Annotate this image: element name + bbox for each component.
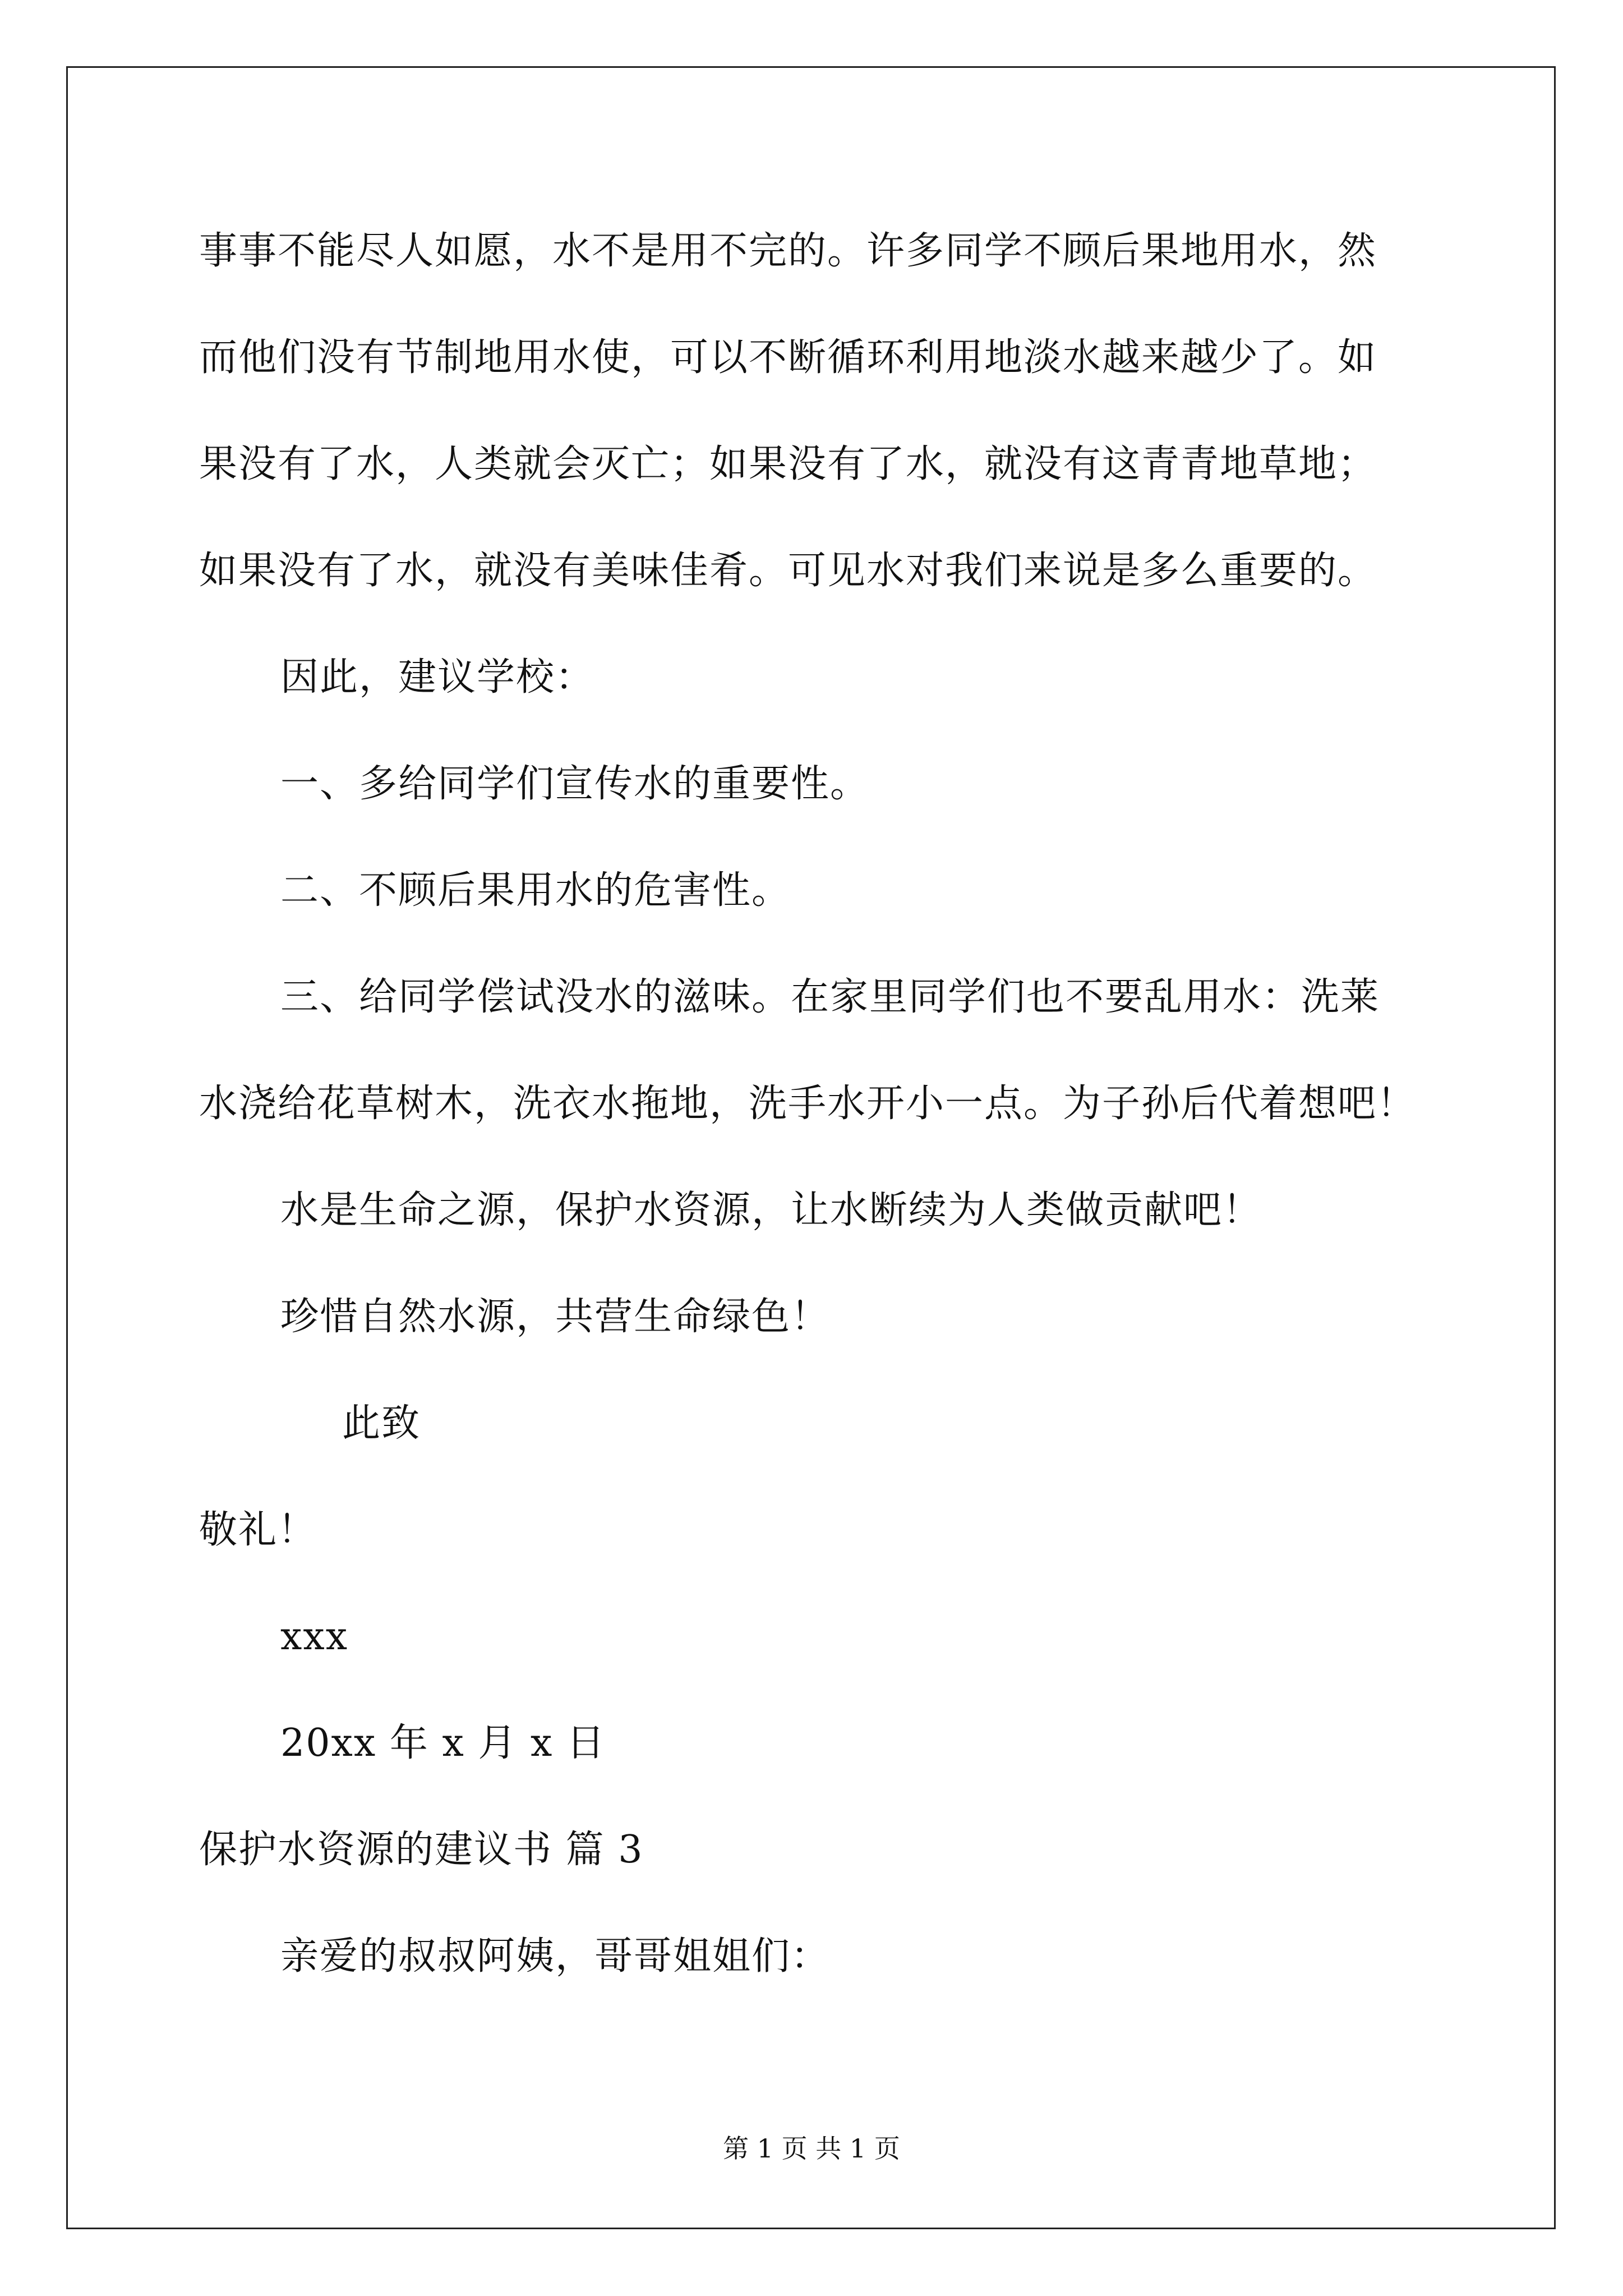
closing-jingli: 敬礼！	[199, 1508, 317, 1552]
body-line-2: 而他们没有节制地用水使，可以不断循环利用地淡水越来越少了。如	[199, 335, 1377, 380]
page-footer: 第 1 页 共 1 页	[723, 2133, 900, 2164]
body-line-4: 如果没有了水，就没有美味佳肴。可见水对我们来说是多么重要的。	[199, 549, 1377, 593]
section-title: 保护水资源的建议书 篇 3	[199, 1828, 644, 1872]
proposal-item-2: 二、不顾后果用水的危害性。	[280, 868, 791, 913]
proposal-item-3: 三、给同学偿试没水的滋味。在家里同学们也不要乱用水：洗莱	[280, 975, 1380, 1019]
body-line-1: 事事不能尽人如愿，水不是用不完的。许多同学不顾后果地用水，然	[199, 229, 1377, 273]
proposal-item-3-cont: 水浇给花草树木，洗衣水拖地，洗手水开小一点。为子孙后代着想吧！	[199, 1082, 1417, 1126]
closing-cizhi: 此致	[342, 1401, 421, 1446]
slogan-2: 珍惜自然水源，共营生命绿色！	[280, 1295, 831, 1339]
signature-name: xxx	[280, 1614, 349, 1659]
body-line-3: 果没有了水，人类就会灭亡；如果没有了水，就没有这青青地草地；	[199, 442, 1377, 486]
signature-date: 20xx 年 x 月 x 日	[280, 1721, 606, 1765]
page-border	[66, 66, 1556, 2229]
proposal-intro: 因此，建议学校：	[280, 655, 595, 700]
salutation: 亲爱的叔叔阿姨，哥哥姐姐们：	[280, 1934, 831, 1978]
slogan-1: 水是生命之源，保护水资源，让水断续为人类做贡献吧！	[280, 1188, 1262, 1232]
proposal-item-1: 一、多给同学们宣传水的重要性。	[280, 762, 870, 806]
